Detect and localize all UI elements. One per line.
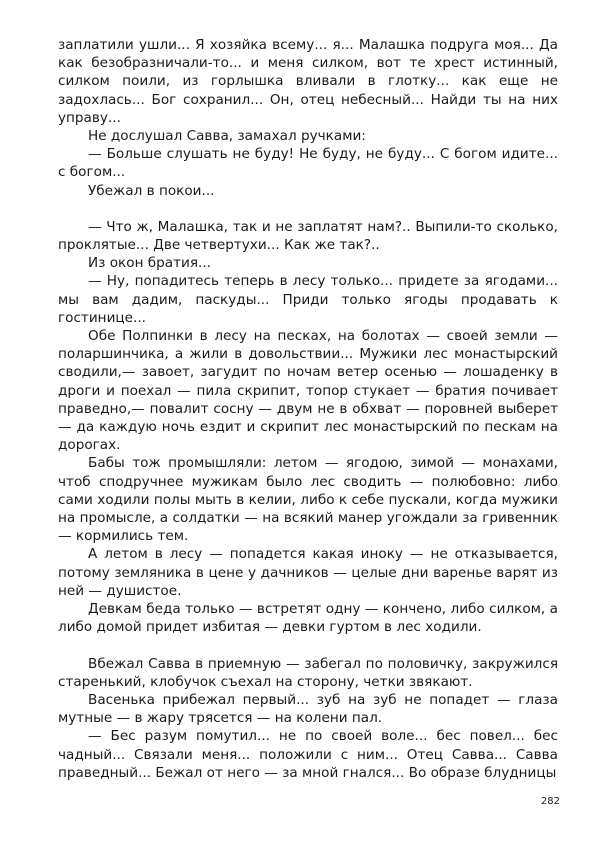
paragraph-1: заплатили ушли... Я хозяйка всему... я... Малашка подруга моя... Да как безобразничали-то... и меня силком, вот те хрест истинный, силком поили, из горлышка вливали в глотку... как еще не задохлась... Бог сохранил... Он, отец небесный... Найди ты на них управу...: [58, 37, 558, 126]
paragraph-4: Убежал в покои...: [88, 182, 215, 199]
section-gap-1: [58, 200, 558, 218]
paragraph-2: Не дослушал Савва, замахал ручками:: [88, 128, 366, 145]
paragraph-6: Из окон братия...: [88, 255, 212, 272]
paragraph-5: — Что ж, Малашка, так и не заплатят нам?.. Выпили-то сколько, проклятые... Две четвертухи... Как же так?..: [58, 218, 558, 254]
page-text: [58, 36, 558, 782]
paragraph-9: Бабы тож промышляли: летом — ягодою, зимой — монахами, чтоб сподручнее мужикам было лес сводить — полюбовно: либо сами ходили полы мыть в келии, либо к себе пускали, когда мужики на промысле, а солдатки — на всякий манер угождали за гривенник — кормились тем.: [58, 455, 558, 545]
paragraph-11: Девкам беда только — встретят одну — кончено, либо силком, а либо домой придет избитая — девки гуртом в лес ходили.: [58, 601, 558, 636]
section-gap-2: [58, 637, 558, 655]
page-number: 282: [540, 796, 560, 807]
paragraph-8: Обе Полпинки в лесу на песках, на болотах — своей земли — поларшинчика, а жили в довольствии... Мужики лес монастырский сводили,— завоет, загудит по ночам ветер осенью — лошаденку в дроги и поехал — пила скрипит, топор стукает — братия почивает праведно,— повалит сосну — двум не в обхват — поровней выберет — да каждую ночь ездит и скрипит лес монастырский по пескам на дорогах.: [58, 328, 558, 454]
paragraph-10: А летом в лесу — попадется какая иноку — не отказывается, потому земляника в цене у дачников — целые дни варенье варят из ней — душистое.: [58, 546, 558, 599]
paragraph-13: Васенька прибежал первый... зуб на зуб не попадет — глаза мутные — в жару трясется — на колени пал.: [58, 691, 558, 727]
paragraph-7: — Ну, попадитесь теперь в лесу только... придете за ягодами... мы вам дадим, паскуды... Приди только ягоды продавать к гостинице...: [58, 273, 558, 326]
paragraph-14: — Бес разум помутил... не по своей воле... бес повел... бес чадный... Связали меня... положили с ним... Отец Савва... Савва праведный... Бежал от него — за мной гнался... Во образе блудницы: [58, 728, 558, 781]
paragraph-3: — Больше слушать не буду! Не буду, не буду... С богом идите... с богом...: [58, 146, 558, 181]
paragraph-12: Вбежал Савва в приемную — забегал по половичку, закружился старенький, клобучок съехал на сторону, четки звякают.: [58, 655, 558, 690]
